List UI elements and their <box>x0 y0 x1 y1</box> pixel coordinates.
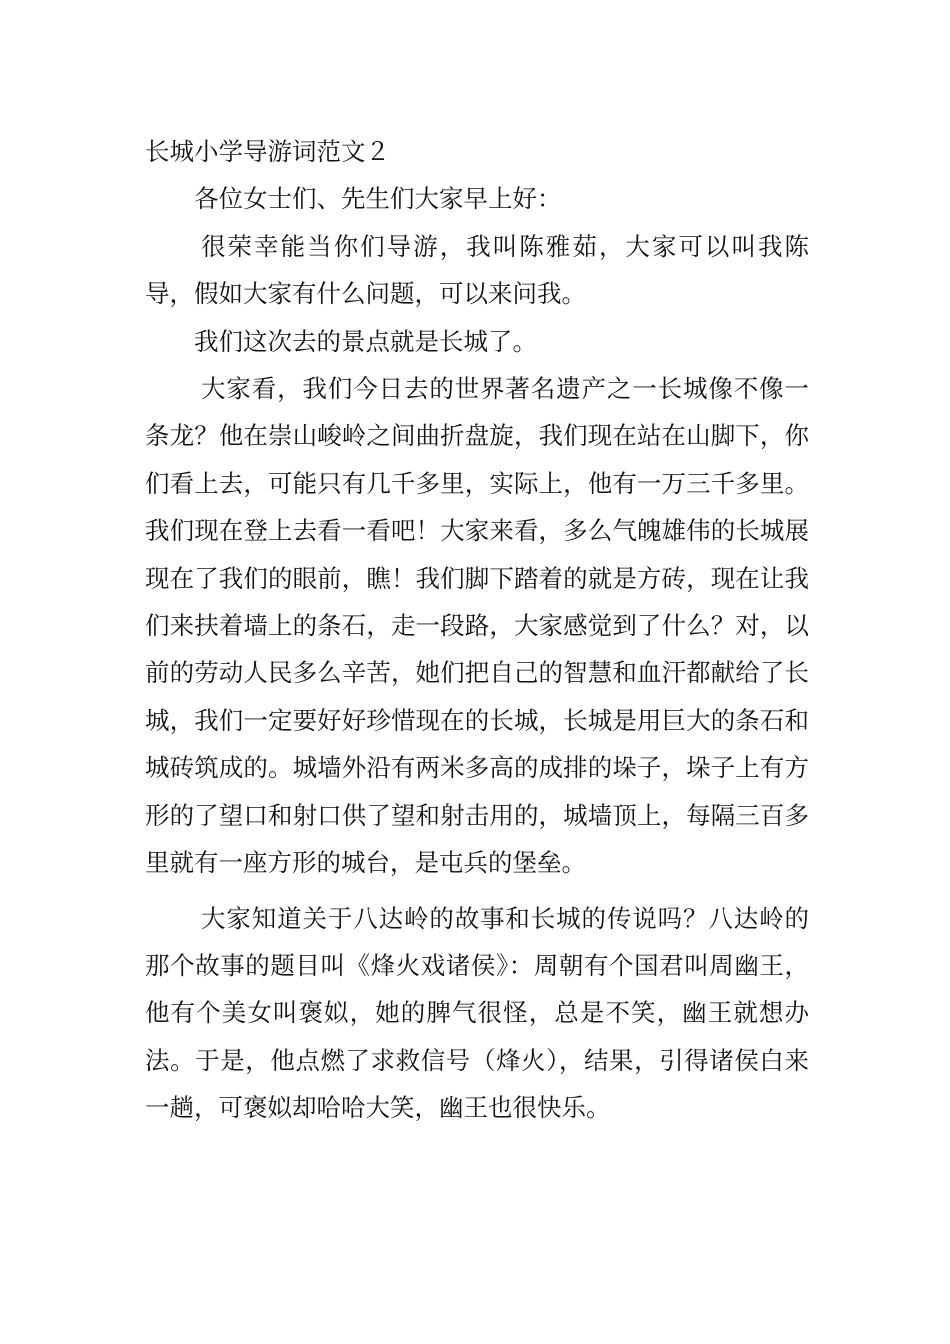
document-body <box>145 128 809 1132</box>
great-wall-description-paragraph: 大家看，我们今日去的世界著名遗产之一长城像不像一条龙？他在崇山峻岭之间曲折盘旋，我们现在站在山脚下，你们看上去，可能只有几千多里，实际上，他有一万三千多里。我们现在登上去看一看吧！大家来看，多么气魄雄伟的长城展现在了我们的眼前，瞧！我们脚下踏着的就是方砖，现在让我们来扶着墙上的条石，走一段路，大家感觉到了什么？对，以前的劳动人民多么辛苦，她们把自己的智慧和血汗都献给了长城，我们一定要好好珍惜现在的长城，长城是用巨大的条石和城砖筑成的。城墙外沿有两米多高的成排的垛子，垛子上有方形的了望口和射口供了望和射击用的，城墙顶上，每隔三百多里就有一座方形的城台，是屯兵的堡垒。 <box>145 374 809 878</box>
badaling-story-paragraph: 大家知道关于八达岭的故事和长城的传说吗？八达岭的那个故事的题目叫《烽火戏诸侯》：周朝有个国君叫周幽王，他有个美女叫褒姒，她的脾气很怪，总是不笑，幽王就想办法。于是，他点燃了求救信号（烽火），结果，引得诸侯白来一趟，可褒姒却哈哈大笑，幽王也很快乐。 <box>145 903 809 1123</box>
document-title: 长城小学导游词范文２ <box>145 137 390 166</box>
introduction-paragraph: 很荣幸能当你们导游，我叫陈雅茹，大家可以叫我陈导，假如大家有什么问题，可以来问我。 <box>145 231 809 309</box>
destination-paragraph: 我们这次去的景点就是长城了。 <box>194 326 537 356</box>
greeting-paragraph: 各位女士们、先生们大家早上好： <box>194 184 562 214</box>
